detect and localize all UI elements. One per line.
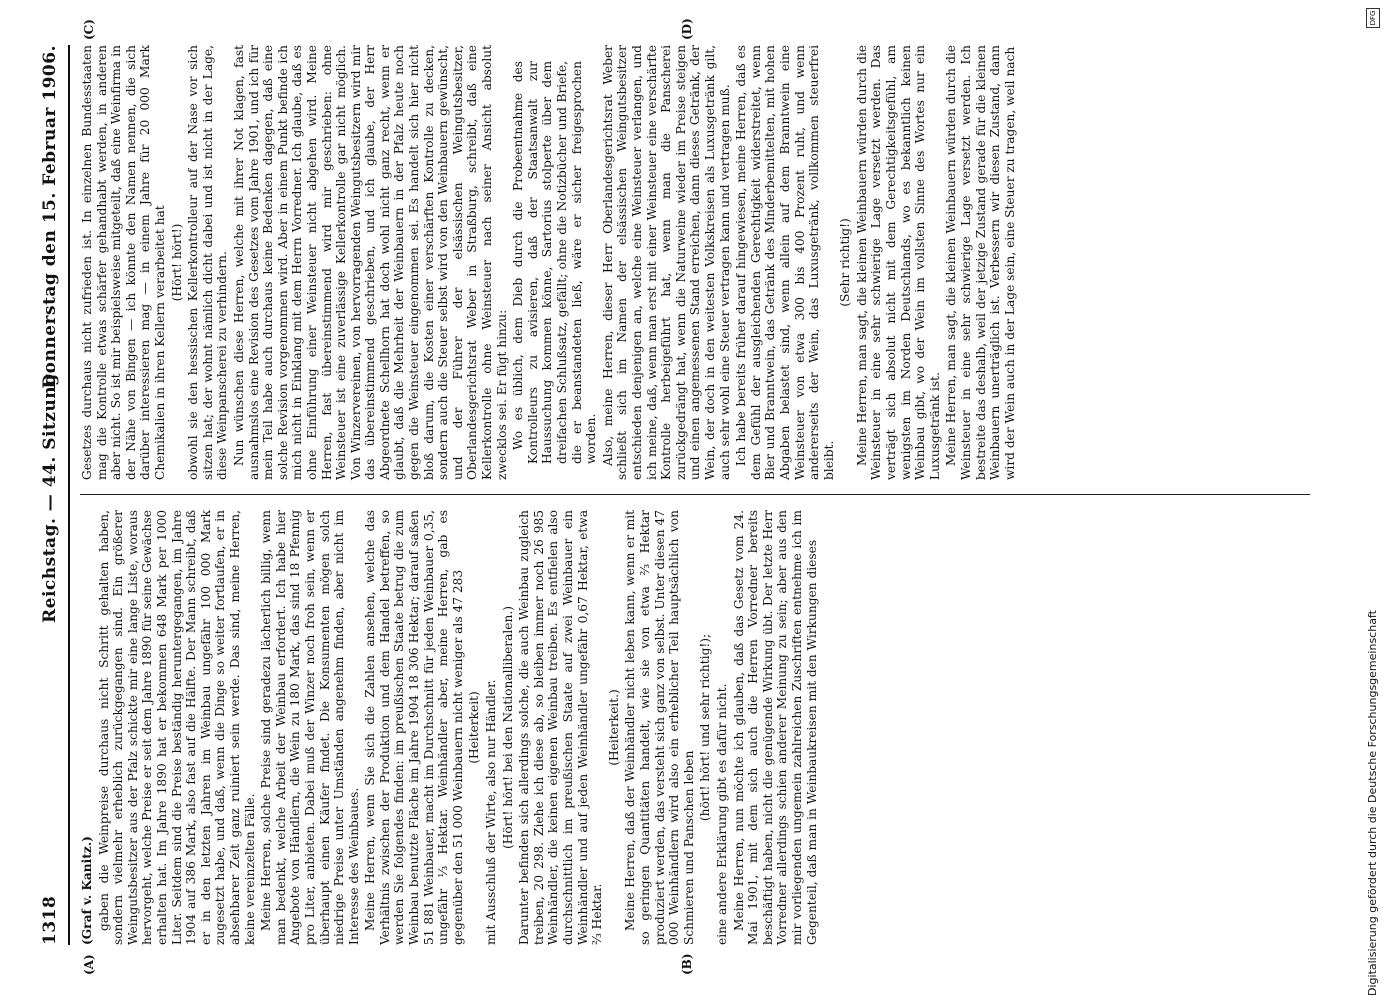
digitization-footer	[1363, 0, 1383, 1000]
paragraph: Gesetzes durchaus nicht zufrieden ist. In einzelnen Bundesstaaten mag die Kontrolle etwas schärfer gehandhabt werden, in anderen aber nicht. So ist mir beispielsweise mitgeteilt, daß eine Weinfirma in der Nähe von Bingen — ich könnte den Namen nennen, die sich darüber interessieren mag — in einem Jahre für 20 000 Mark Chemikalien in ihren Kellern verarbeitet hat	[80, 45, 167, 480]
interjection: (Sehr richtig!)	[838, 218, 853, 307]
quotation: Wo es üblich, dem Dieb durch die Probeentnahme des Kontrolleurs zu avisieren, daß der Staatsanwalt zur Haussuchung kommen könne, Sartorius stolperte über dem dreifachen Schlußsatz, gefällt; ohne die Notizbücher und Briefe, die er beanstandeten ließ, wäre er sicher freigesprochen worden.	[511, 61, 599, 464]
paragraph: Meine Herren, nun möchte ich glauben, daß das Gesetz vom 24. Mai 1901, mit dem sich auch die Herren Vorredner bereits beschäftigt haben, nicht die genügende Wirkung übt. Der letzte Herr Vorredner allerdings schien anderer Meinung zu sein; aber aus den mir vorliegenden ungemein zahlreichen Zuschriften entnehme ich im Gegenteil, daß man in Weinbaukreisen mit den Wirkungen dieses	[731, 510, 819, 945]
paragraph: Meine Herren, wenn Sie sich die Zahlen ansehen, welche das Verhältnis zwischen der Produktion und dem Handel betreffen, so werden Sie folgendes finden: im preußischen Staate betrug die zum Weinbau benutzte Fläche im Jahre 1904 18 306 Hektar; darauf saßen 51 881 Weinbauer, macht im Durchschnitt für jeden Weinbauer 0,35, ungefähr ⅓ Hektar. Weinhändler aber, meine Herren, gab es gegenüber den 51 000 Weinbauern nicht weniger als 47 283	[363, 510, 465, 945]
page-number: 1318	[40, 895, 60, 945]
paragraph: Meine Herren, daß der Weinhändler nicht leben kann, wenn er mit so geringen Quantitäten handelt, wie sie von etwa ⅔ Hektar produziert werden, das versteht sich ganz von selbst. Unter diesen 47 000 Weinhändlern wird also ein erheblicher Teil hauptsächlich von Schmieren und Panschen leben	[623, 510, 696, 945]
paragraph: Ich habe bereits früher darauf hingewiesen, meine Herren, daß es dem Gefühl der ausgleichenden Gerechtigkeit widerstreitet, wenn Bier und Branntwein, das Getränk des Minderbemittelten, mit hohen Abgaben belastet sind, wenn allein auf dem Branntwein eine Weinsteuer von etwa 300 bis 400 Prozent ruht, und wenn andererseits der Wein, das Luxusgetränk, vollkommen steuerfrei bleibt.	[734, 45, 836, 480]
paragraph: mit Ausschluß der Wirte, also nur Händler.	[484, 679, 499, 945]
interjection: (Heiterkeit)	[467, 691, 482, 764]
paragraph: Meine Herren, man sagt, die kleinen Weinbauern würden durch die Weinsteuer in eine sehr schwierige Lage versetzt werden. Das verträgt sich absolut nicht mit dem Gerechtigkeitsgefühl, am wenigsten im Norden Deutschlands, wo es bekanntlich keinen Weinbau gibt, wo der Wein im vollsten Sinne des Wortes nur ein Luxusgetränk ist.	[854, 45, 942, 480]
interjection: (Heiterkeit.)	[606, 689, 621, 766]
interjection: (Hört! hört! bei den Nationalliberalen.)	[500, 606, 515, 849]
paragraph: gaben die Weinpreise durchaus nicht Schritt gehalten haben, sondern vielmehr erheblich zurückgegangen sind. Ein größerer Weingutsbesitzer aus der Pfalz schickte mir eine lange Liste, woraus hervorgeht, welche Preise er seit dem Jahre 1890 für seine Gewächse erhalten hat. Im Jahre 1890 hat er bekommen 648 Mark per 1000 Liter. Seitdem sind die Preise beständig heruntergegangen, im Jahre 1904 auf 386 Mark, also fast auf die Hälfte. Der Mann schreibt, daß er in den letzten Jahren im Weinbau ungefähr 100 000 Mark zugesetzt habe, und daß, wenn die Dinge so weiter fortlaufen, er in absehbarer Zeit ganz ruiniert sein werde. Das sind, meine Herren, keine vereinzelten Fälle.	[96, 510, 257, 945]
margin-marker-a: (A)	[82, 954, 96, 975]
interjection: (hört! hört! und sehr richtig!);	[698, 633, 713, 822]
paragraph: Meine Herren, solche Preise sind geradezu lächerlich billig, wenn man bedenkt, welche Arbeit der Weinbau erfordert. Ich habe hier Angebote von Händlern, die Wein zu 180 Mark, das sind 18 Pfennig pro Liter, anbieten. Dabei muß der Winzer noch froh sein, wenn er überhaupt einen Käufer findet. Die Konsumenten mögen solch niedrige Preise unter Umständen angenehm finden, aber nicht im Interesse des Weinbaues.	[259, 510, 361, 945]
header-rule	[68, 45, 70, 945]
speaker-name: (Graf v. Kanitz.)	[80, 836, 94, 945]
column-divider	[80, 494, 1310, 495]
paragraph: Also, meine Herren, dieser Herr Oberlandesgerichtsrat Weber schließt sich im Namen der elsässischen Weingutsbesitzer entschieden denjenigen an, welche eine Weinsteuer verlangen, und ich meine, daß, wenn man erst mit einer Weinsteuer eine verschärfte Kontrolle herbeigeführt hat, wenn man die Panscherei zurückgedrängt hat, wenn die Naturweine wieder im Preise steigen und einen angemessenen Stand erreichen, dann dieses Getränk, der Wein, der doch in den weitesten Volkskreisen als Luxusgetränk gilt, auch sehr wohl eine Steuer vertragen kann und vertragen muß.	[600, 45, 732, 480]
paragraph: Nun wünschen diese Herren, welche mit ihrer Not klagen, fast ausnahmslos eine Revision des Gesetzes vom Jahre 1901, und ich für mein Teil habe auch durchaus keine Bedenken dagegen, daß eine solche Revision vorgenommen wird. Aber in einem Punkt befinde ich mich nicht in Einklang mit dem Herrn Vorredner. Ich glaube, daß es ohne Einführung einer Weinsteuer nicht abgehen wird. Meine Herren, fast übereinstimmend wird mir geschrieben: ohne Weinsteuer ist eine zuverlässige Kellerkontrolle gar nicht möglich. Von Winzervereinen, von hervorragenden Weingutsbesitzern wird mir das übereinstimmend geschrieben, und ich glaube, der Herr Abgeordnete Schellhorn hat doch wohl nicht ganz recht, wenn er glaubt, daß die Mehrheit der Weinbauern in der Pfalz heute noch gegen die Weinsteuer eingenommen sei. Es handelt sich hier nicht bloß darum, die Kosten einer verschärften Kontrolle zu decken, sondern auch die Steuer selbst wird von den Weinbauern gewünscht, und der Führer der elsässischen Weingutsbesitzer, Oberlandesgerichtsrat Weber in Straßburg, schreibt, daß eine Kellerkontrolle ohne Weinsteuer nach seiner Ansicht absolut zwecklos sei. Er fügt hinzu:	[231, 45, 509, 480]
page-header	[40, 45, 66, 945]
left-column	[80, 510, 1310, 945]
interjection: (Hört! hört!)	[169, 223, 184, 302]
document-page	[40, 18, 1340, 975]
paragraph: Meine Herren, man sagt, die kleinen Weinbauern würden durch die Weinsteuer in eine sehr schwierige Lage versetzt werden. Ich bestreite das deshalb, weil der jetzige Zustand gerade für die kleinen Weinbauern unerträglich ist. Verbessern wir diesen Zustand, dann wird der Wein auch in der Lage sein, eine Steuer zu tragen, weil nach	[944, 45, 1017, 480]
right-column	[80, 45, 1310, 480]
margin-marker-d: (D)	[680, 18, 694, 40]
paragraph: Darunter befinden sich allerdings solche, die auch Weinbau zugleich treiben, 20 298. Ziehe ich diese ab, so bleiben immer noch 26 985 Weinhändler, die keinen eigenen Weinbau treiben. Es entfielen also durchschnittlich im preußischen Staate auf zwei Weinbauer ein Weinhändler und auf jeden Weinhändler ungefähr 0,67 Hektar, etwa ⅔ Hektar.	[517, 510, 605, 945]
paragraph: eine andere Erklärung gibt es dafür nicht.	[714, 683, 729, 945]
paragraph: obwohl sie den hessischen Kellerkontrolleur auf der Nase vor sich sitzen hat; der wohnt nämlich dicht dabei und ist nicht in der Lage, diese Weinpanscherei zu verhindern.	[186, 45, 230, 480]
session-title: Reichstag. — 44. Sitzung.	[40, 367, 60, 623]
session-date: Donnerstag den 15. Februar 1906.	[40, 45, 60, 389]
digitization-note: Digitalisierung gefördert durch die Deutsche Forschungsgemeinschaft	[1366, 610, 1379, 996]
margin-marker-c: (C)	[82, 19, 96, 40]
dfg-logo: DFG	[1366, 8, 1380, 28]
margin-marker-b: (B)	[680, 953, 694, 975]
